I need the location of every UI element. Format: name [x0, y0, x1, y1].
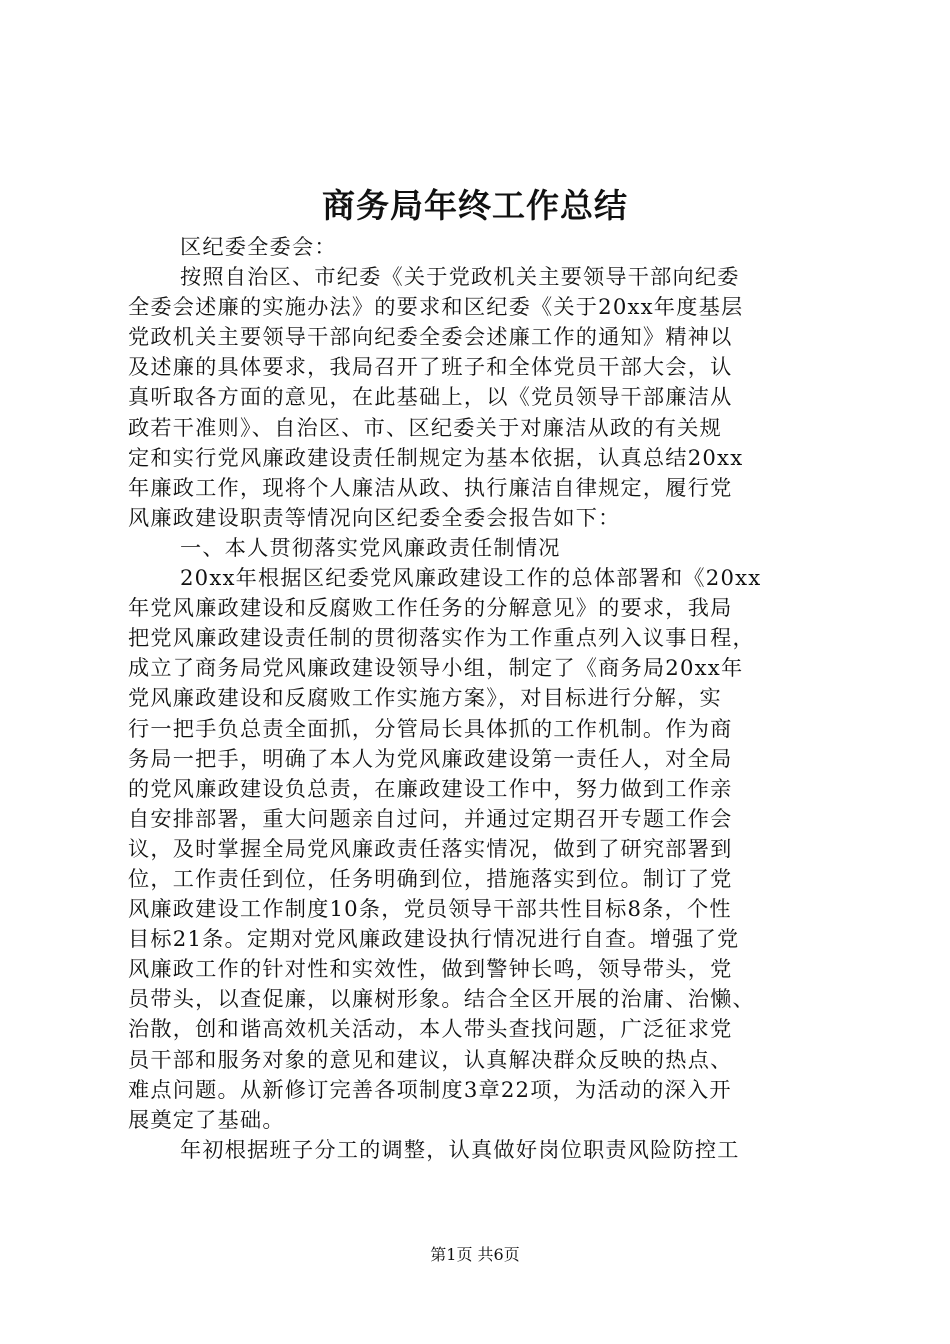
body-line: 政若干准则》、自治区、市、区纪委关于对廉洁从政的有关规 — [128, 414, 722, 440]
body-line: 风廉政建设工作制度10条，党员领导干部共性目标8条，个性 — [128, 896, 732, 922]
body-line: 成立了商务局党风廉政建设领导小组，制定了《商务局20xx年 — [128, 655, 744, 681]
body-line: 区纪委全委会： — [180, 234, 337, 259]
body-line: 20xx年根据区纪委党风廉政建设工作的总体部署和《20xx — [180, 565, 762, 591]
body-line: 风廉政工作的针对性和实效性，做到警钟长鸣，领导带头，党 — [128, 956, 733, 982]
body-line: 一、本人贯彻落实党风廉政责任制情况 — [180, 534, 561, 560]
body-line: 难点问题。从新修订完善各项制度3章22项，为活动的深入开 — [128, 1076, 732, 1102]
body-line: 党政机关主要领导干部向纪委全委会述廉工作的通知》精神以 — [128, 324, 733, 350]
body-line: 风廉政建设职责等情况向区纪委全委会报告如下： — [128, 504, 621, 530]
body-line: 及述廉的具体要求，我局召开了班子和全体党员干部大会，认 — [128, 354, 733, 380]
body-line: 议，及时掌握全局党风廉政责任落实情况，做到了研究部署到 — [128, 835, 733, 861]
body-line: 年党风廉政建设和反腐败工作任务的分解意见》的要求，我局 — [128, 595, 733, 621]
body-line: 把党风廉政建设责任制的贯彻落实作为工作重点列入议事日程， — [128, 625, 755, 651]
body-line: 目标21条。定期对党风廉政建设执行情况进行自查。增强了党 — [128, 926, 740, 952]
body-line: 按照自治区、市纪委《关于党政机关主要领导干部向纪委 — [180, 264, 740, 290]
body-line: 真听取各方面的意见，在此基础上，以《党员领导干部廉洁从 — [128, 384, 733, 410]
body-line: 员带头，以查促廉，以廉树形象。结合全区开展的治庸、治懒、 — [128, 986, 755, 1012]
body-line: 年廉政工作，现将个人廉洁从政、执行廉洁自律规定，履行党 — [128, 474, 733, 500]
body-line: 治散，创和谐高效机关活动，本人带头查找问题，广泛征求党 — [128, 1016, 733, 1042]
body-line: 党风廉政建设和反腐败工作实施方案》，对目标进行分解，实 — [128, 685, 722, 711]
body-line: 全委会述廉的实施办法》的要求和区纪委《关于20xx年度基层 — [128, 294, 744, 320]
body-line: 年初根据班子分工的调整，认真做好岗位职责风险防控工 — [180, 1136, 740, 1162]
body-line: 的党风廉政建设负总责，在廉政建设工作中，努力做到工作亲 — [128, 775, 733, 801]
document-title: 商务局年终工作总结 — [322, 186, 628, 225]
page-footer: 第1页 共6页 — [430, 1245, 520, 1264]
body-line: 展奠定了基础。 — [128, 1106, 285, 1132]
body-line: 行一把手负总责全面抓，分管局长具体抓的工作机制。作为商 — [128, 715, 733, 741]
body-line: 位，工作责任到位，任务明确到位，措施落实到位。制订了党 — [128, 865, 733, 891]
body-line: 自安排部署，重大问题亲自过问，并通过定期召开专题工作会 — [128, 805, 733, 831]
body-line: 员干部和服务对象的意见和建议，认真解决群众反映的热点、 — [128, 1046, 733, 1072]
body-line: 定和实行党风廉政建设责任制规定为基本依据，认真总结20xx — [128, 444, 744, 470]
body-line: 务局一把手，明确了本人为党风廉政建设第一责任人，对全局 — [128, 745, 733, 771]
document-body — [128, 232, 844, 1165]
